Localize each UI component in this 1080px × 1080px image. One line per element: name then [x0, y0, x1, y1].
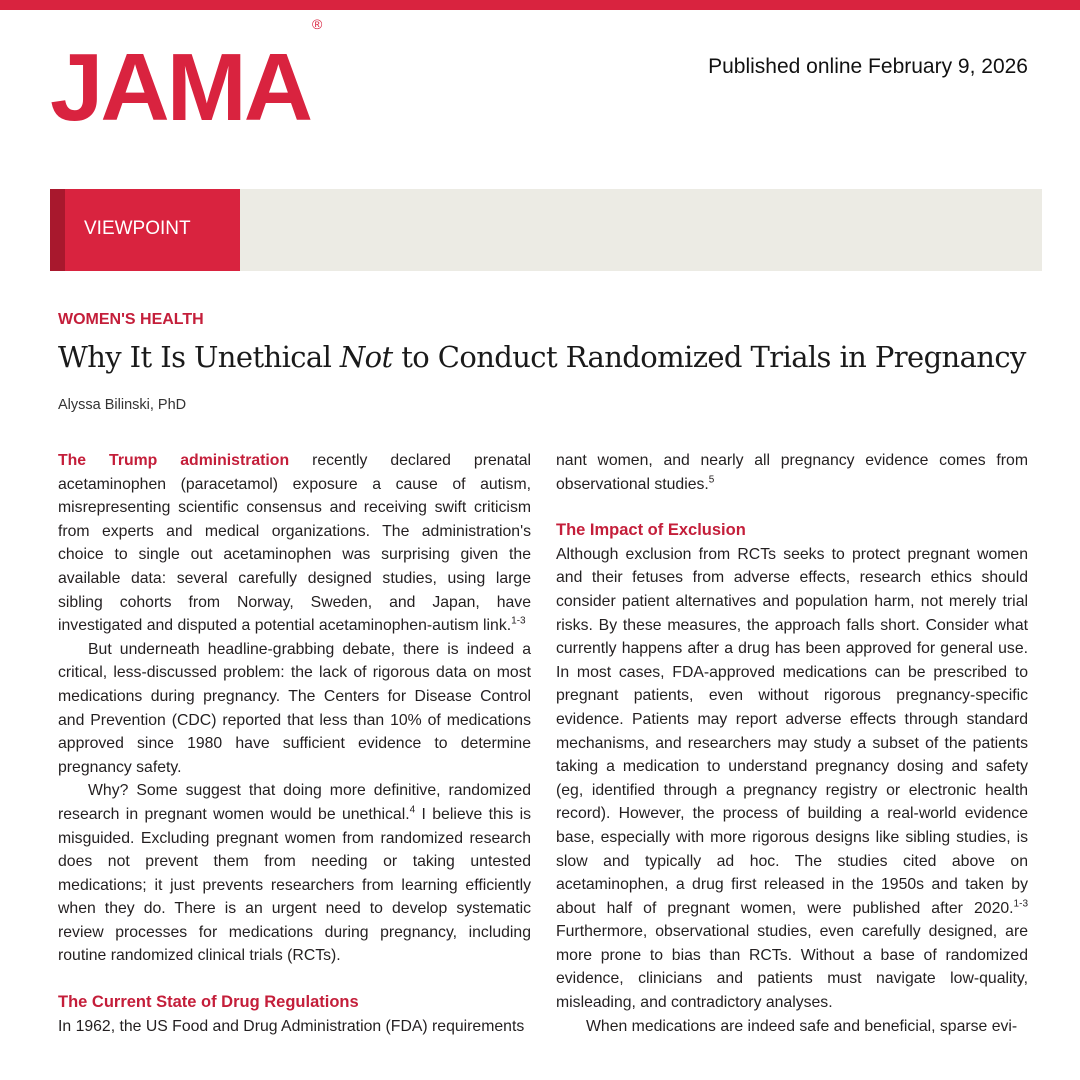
paragraph: nant women, and nearly all pregnancy evidence comes from observational studies.$^5$	[556, 452, 1028, 493]
citation[interactable]: 5	[708, 474, 715, 486]
article-title: Why It Is Unethical Not to Conduct Randomized Trials in Pregnancy	[58, 340, 1026, 374]
body-column-right	[556, 449, 1028, 1038]
citation[interactable]: 1-3	[511, 615, 526, 627]
subheading: The Impact of Exclusion	[556, 521, 746, 540]
paragraph: In 1962, the US Food and Drug Administration (FDA) requirements	[58, 1017, 525, 1035]
paragraph: But underneath headline-grabbing debate, there is indeed a critical, less-discussed problem: the lack of rigorous data on most medications during pregnancy. The Centers for Disease Control and Prevention (CDC) reported that less than 10% of medications approved since 1980 have sufficient evidence to determine pregnancy safety.	[58, 640, 531, 776]
top-accent-bar	[0, 0, 1080, 10]
banner-edge-stripe	[50, 189, 65, 271]
body-column-left	[58, 449, 531, 1038]
lead-in: The Trump administration	[58, 452, 290, 469]
publication-date: Published online February 9, 2026	[708, 55, 1028, 78]
author-byline[interactable]: Alyssa Bilinski, PhD	[58, 397, 187, 413]
paragraph: Although exclusion from RCTs seeks to protect pregnant women and their fetuses from adverse effects, research ethics should consider patient alternatives and population harm, not merely trial risks. By these measures, the approach falls short. Consider what currently happens after a drug has been approved for general use. In most cases, FDA-approved medications can be prescribed to pregnant patients, even without rigorous pregnancy-specific evidence. Patients may report adverse effects through standard mechanisms, and researchers may study a subset of the patients taking a medication to understand pregnancy dosing and safety (eg, identified through a pregnancy registry or electronic health record). However, the process of building a real-world evidence base, especially with more rigorous designs like sibling studies, is slow and typically ad hoc. The studies cited above on acetaminophen, a drug first released in the 1950s and taken by about half of pregnant women, were published after 2020.$^{1-3}$ Furthermore, observational studies, even carefully designed, are more prone to bias than RCTs. Without a base of randomized evidence, clinicians and patients must navigate low-quality, misleading, and contradictory analyses.	[556, 545, 1028, 1012]
section-label[interactable]: WOMEN'S HEALTH	[58, 311, 204, 328]
citation[interactable]: 4	[409, 804, 416, 816]
paragraph: The Trump administration recently declared prenatal acetaminophen (paracetamol) exposure a cause of autism, misrepresenting scientific consensus and receiving swift criticism from experts and medical organizations. The administration's choice to single out acetaminophen was surprising given the available data: several carefully designed studies, using large sibling cohorts from Norway, Sweden, and Japan, have investigated and disputed a potential acetaminophen-autism link.$^{1-3}$	[58, 452, 532, 635]
logo-text: JAMA	[50, 34, 311, 141]
paragraph: Why? Some suggest that doing more definitive, randomized research in pregnant women would be unethical.$^4$ I believe this is misguided. Excluding pregnant women from randomized research does not prevent them from needing or taking untested medications; it just prevents researchers from learning efficiently when they do. There is an urgent need to develop systematic review processes for medications during pregnancy, including routine randomized clinical trials (RCTs).	[58, 782, 532, 965]
paragraph: When medications are indeed safe and beneficial, sparse evi-	[586, 1017, 1018, 1035]
jama-logo[interactable]	[50, 16, 323, 141]
citation[interactable]: 1-3	[1013, 898, 1028, 910]
title-emphasis: Not	[339, 340, 393, 374]
registered-mark: ®	[312, 16, 323, 32]
subheading: The Current State of Drug Regulations	[58, 993, 359, 1012]
article-type-label: VIEWPOINT	[84, 218, 191, 239]
